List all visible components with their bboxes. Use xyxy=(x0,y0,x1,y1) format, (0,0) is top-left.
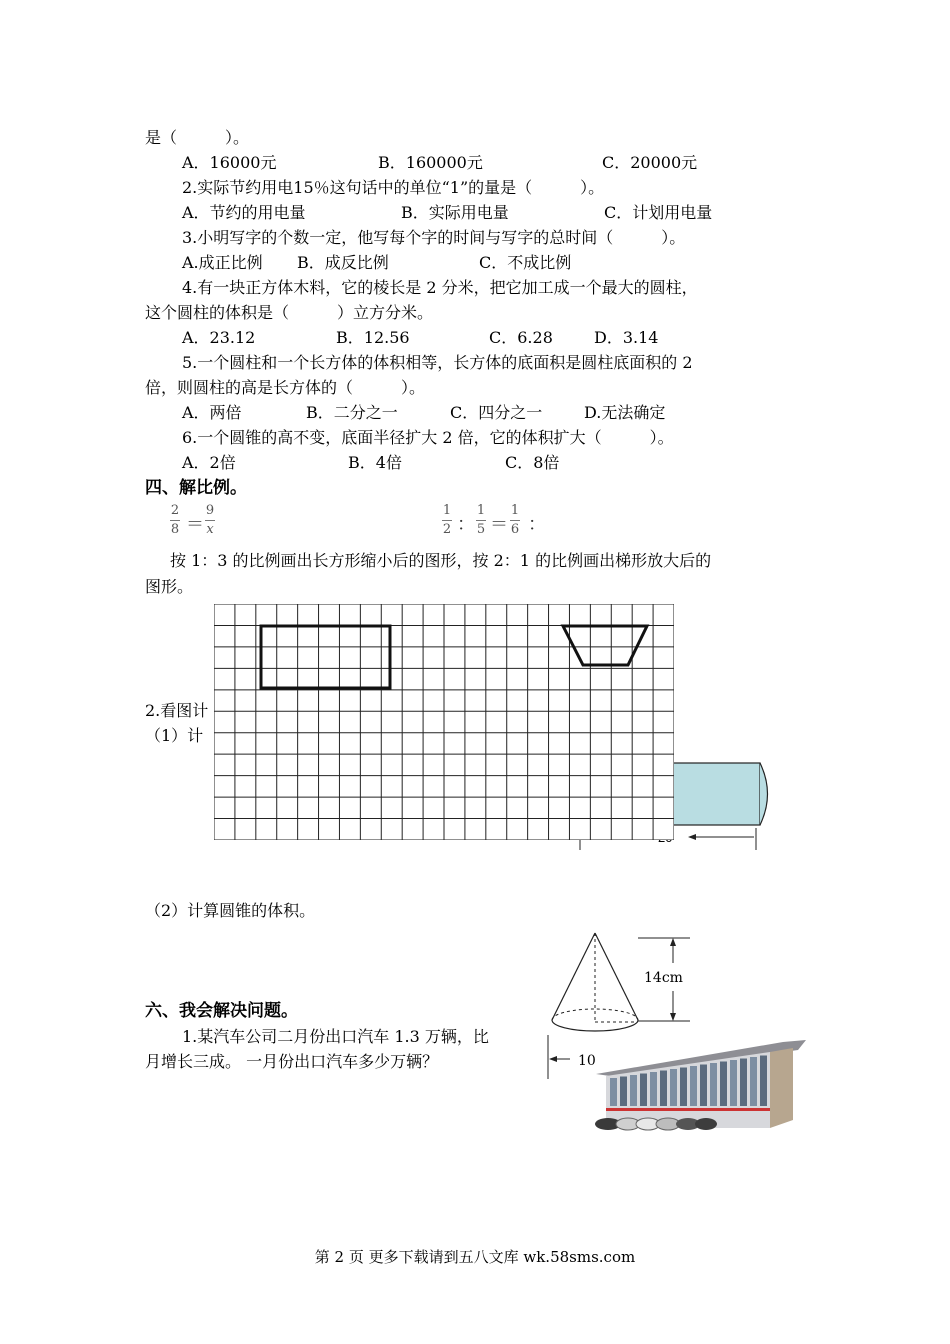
cylinder-right-cap xyxy=(760,763,768,825)
q6-text: 6.一个圆锥的高不变，底面半径扩大 2 倍，它的体积扩大（ ）。 xyxy=(182,428,674,447)
q5-option-a: A．两倍 xyxy=(182,403,242,422)
section4-title: 四、解比例。 xyxy=(145,478,247,498)
window xyxy=(720,1062,727,1107)
q2-option-a: A．节约的用电量 xyxy=(182,203,306,222)
denominator: 6 xyxy=(510,522,520,537)
section6-title: 六、我会解决问题。 xyxy=(145,1001,298,1021)
q5-line2: 倍，则圆柱的高是长方体的（ ）。 xyxy=(145,378,426,397)
denominator: 5 xyxy=(476,522,486,537)
window xyxy=(660,1071,667,1107)
window xyxy=(620,1077,627,1107)
q5-option-c: C．四分之一 xyxy=(450,403,543,422)
arrowhead-down xyxy=(670,1013,676,1021)
window xyxy=(690,1066,697,1106)
cars xyxy=(595,1118,717,1130)
arrowhead xyxy=(688,834,696,840)
window xyxy=(630,1075,637,1106)
q4-line1: 4.有一块正方体木料，它的棱长是 2 分米，把它加工成一个最大的圆柱， xyxy=(182,278,698,297)
drawing-instruction-line1: 按 1：3 的比例画出长方形缩小后的图形，按 2：1 的比例画出梯形放大后的 xyxy=(170,551,712,570)
q3-option-a: A.成正比例 xyxy=(182,253,263,272)
window xyxy=(680,1068,687,1107)
section5-sub2: （2）计算圆锥的体积。 xyxy=(145,901,316,920)
window xyxy=(670,1069,677,1106)
fraction-9-x xyxy=(205,504,215,537)
sign-band xyxy=(606,1108,770,1111)
denominator: x xyxy=(206,522,214,537)
q1-option-c: C．20000元 xyxy=(602,153,698,172)
window xyxy=(730,1060,737,1106)
ratio-colon: ： xyxy=(528,514,546,535)
page-footer: 第 2 页 更多下载请到五八文库 wk.58sms.com xyxy=(314,1248,636,1266)
q4-option-a: A．23.12 xyxy=(182,328,256,347)
window xyxy=(750,1057,757,1106)
grid-paper xyxy=(214,604,674,840)
cone-left-edge xyxy=(552,933,595,1020)
window xyxy=(650,1072,657,1106)
building-side xyxy=(770,1048,793,1128)
q2-option-c: C．计划用电量 xyxy=(604,203,713,222)
q4-option-c: C．6.28 xyxy=(489,328,553,347)
fraction-2-8 xyxy=(170,504,180,537)
arrowhead-up xyxy=(670,938,676,946)
car-dealership-illustration xyxy=(588,1036,810,1136)
equals-sign: ＝ xyxy=(186,514,204,535)
problem1-line1: 1.某汽车公司二月份出口汽车 1.3 万辆，比 xyxy=(182,1027,489,1046)
drawing-instruction-line2: 图形。 xyxy=(145,577,194,596)
q1-continuation: 是（ ）。 xyxy=(145,128,250,147)
fraction-1-6 xyxy=(510,504,520,537)
window xyxy=(700,1065,707,1107)
fraction-1-2 xyxy=(442,504,452,537)
numerator: 1 xyxy=(476,503,486,518)
q3-option-c: C．不成比例 xyxy=(479,253,572,272)
q2-option-b: B．实际用电量 xyxy=(401,203,509,222)
window xyxy=(710,1063,717,1106)
arrowhead-left xyxy=(549,1056,557,1062)
window xyxy=(760,1056,767,1107)
q4-option-b: B．12.56 xyxy=(336,328,410,347)
denominator: 8 xyxy=(170,522,180,537)
problem1-line2: 月增长三成。 一月份出口汽车多少万辆？ xyxy=(145,1052,439,1071)
q5-option-b: B．二分之一 xyxy=(306,403,398,422)
q4-option-d: D．3.14 xyxy=(594,328,659,347)
cone-right-edge xyxy=(595,933,638,1020)
section5-q2-partial: 2.看图计 xyxy=(145,701,209,720)
q5-line1: 5.一个圆柱和一个长方体的体积相等，长方体的底面积是圆柱底面积的 2 xyxy=(182,353,693,372)
q1-option-b: B．160000元 xyxy=(378,153,483,172)
window xyxy=(640,1074,647,1107)
numerator: 1 xyxy=(442,503,452,518)
equals-sign: ＝ xyxy=(490,514,508,535)
section5-sub1-partial: （1）计 xyxy=(145,726,204,745)
ratio-colon: ： xyxy=(457,514,475,535)
q3-text: 3.小明写字的个数一定，他写每个字的时间与写字的总时间（ ）。 xyxy=(182,228,686,247)
q6-option-c: C．8倍 xyxy=(505,453,560,472)
car xyxy=(695,1118,717,1130)
q6-option-a: A．2倍 xyxy=(182,453,236,472)
denominator: 2 xyxy=(442,522,452,537)
cone-height-label: 14cm xyxy=(644,970,683,986)
q5-option-d: D.无法确定 xyxy=(584,403,666,422)
q1-option-a: A．16000元 xyxy=(182,153,277,172)
q2-text: 2.实际节约用电15％这句话中的单位“1”的量是（ ）。 xyxy=(182,178,605,197)
window xyxy=(610,1078,617,1106)
numerator: 9 xyxy=(205,503,215,518)
q6-option-b: B．4倍 xyxy=(348,453,402,472)
window xyxy=(740,1059,747,1107)
cone-base-label: 10 xyxy=(578,1053,596,1069)
q4-line2: 这个圆柱的体积是（ ）立方分米。 xyxy=(145,303,434,322)
fraction-1-5 xyxy=(476,504,486,537)
q3-option-b: B．成反比例 xyxy=(297,253,389,272)
numerator: 1 xyxy=(510,503,520,518)
numerator: 2 xyxy=(170,503,180,518)
